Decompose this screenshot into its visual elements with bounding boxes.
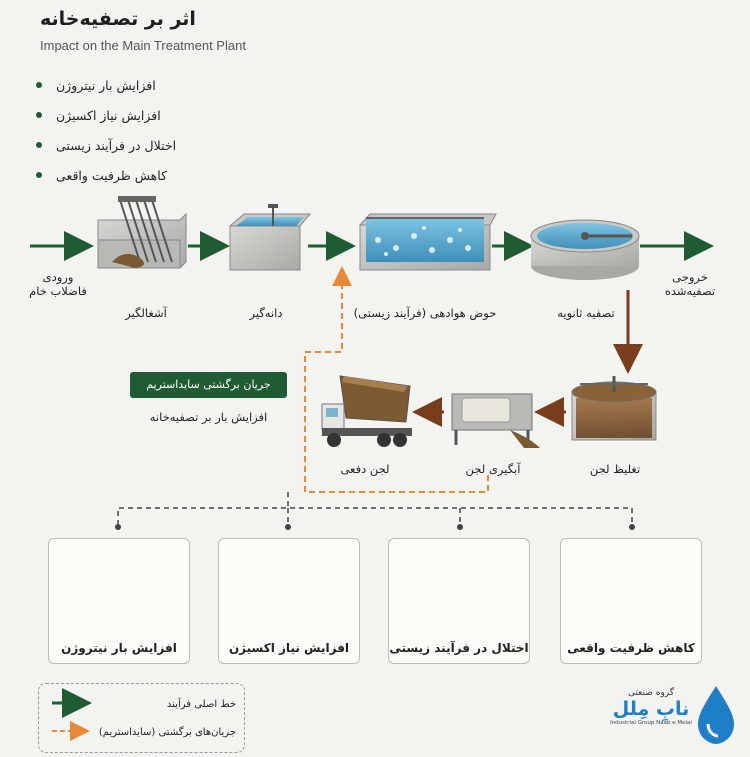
impact-card-oxygen — [218, 538, 360, 664]
outlet-label: خروجی تصفیه‌شده — [664, 270, 716, 298]
inlet-label: ورودی فاضلاب خام — [29, 270, 87, 298]
secondary-clarifier-unit — [531, 220, 639, 280]
logo-en-text: Industrial Group Naab e Melal — [610, 720, 692, 726]
logo-name: نابِ مِلل — [612, 698, 690, 720]
impact-connector-lines — [118, 492, 632, 525]
aeration-label: حوض هوادهی (فرآیند زیستی) — [353, 306, 497, 320]
sidestream-return-path — [305, 270, 488, 492]
belt-press-unit — [452, 394, 540, 448]
bullet-item: کاهش ظرفیت واقعی — [36, 160, 176, 190]
impact-card-biological — [388, 538, 530, 664]
grit-chamber-unit — [230, 204, 310, 270]
bullet-item: افزایش نیاز اکسیژن — [36, 100, 176, 130]
dump-truck-unit — [322, 376, 412, 447]
screen-label: آشغالگیر — [125, 306, 167, 320]
sidestream-badge: جریان برگشتی سایداستریم — [130, 372, 287, 398]
sidestream-note: افزایش بار بر تصفیه‌خانه — [149, 410, 268, 424]
grit-label: دانه‌گیر — [249, 306, 283, 320]
page-title: اثر بر تصفیه‌خانه — [40, 8, 196, 30]
aeration-tank-unit — [360, 214, 496, 270]
impact-card-label: اختلال در فرآیند زیستی — [389, 641, 529, 655]
page-subtitle: Impact on the Main Treatment Plant — [40, 38, 246, 53]
dewatering-label: آبگیری لجن — [465, 462, 521, 476]
bullet-item: افزایش بار نیتروژن — [36, 70, 176, 100]
impact-card-label: کاهش ظرفیت واقعی — [567, 641, 695, 655]
legend-side-row: جریان‌های برگشتی (سایداستریم) — [98, 726, 236, 738]
clarifier-label: تصفیه ثانویه — [557, 306, 615, 320]
impact-card-label: افزایش بار نیتروژن — [61, 641, 177, 655]
sludge-thickener-unit — [572, 376, 656, 440]
impact-card-nitrogen — [48, 538, 190, 664]
legend-main-row: خط اصلی فرآیند — [166, 698, 236, 710]
logo-top-text: گروه صنعتی — [627, 688, 675, 698]
bar-screen-unit — [98, 196, 186, 268]
bullet-item: اختلال در فرآیند زیستی — [36, 130, 176, 160]
company-logo — [604, 688, 698, 726]
connector-dots — [115, 524, 635, 530]
company-logo-icon — [698, 686, 734, 744]
impact-card-label: افزایش نیاز اکسیژن — [228, 641, 350, 655]
disposal-label: لجن دفعی — [340, 462, 390, 476]
thickener-label: تغلیظ لجن — [589, 462, 641, 476]
legend — [38, 683, 245, 753]
impact-card-capacity — [560, 538, 702, 664]
